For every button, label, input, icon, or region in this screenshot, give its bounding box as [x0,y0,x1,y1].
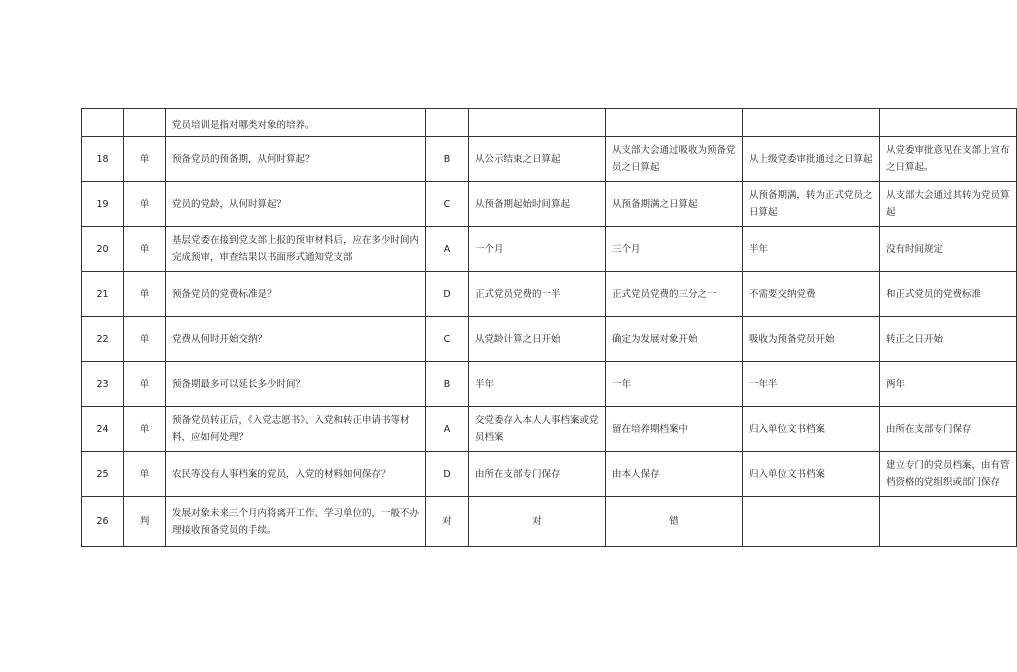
option-c [743,497,880,547]
question-type [124,109,166,137]
option-b [606,109,743,137]
question-number: 19 [82,182,124,227]
option-a: 一个月 [469,227,606,272]
option-c: 从上级党委审批通过之日算起 [743,137,880,182]
question-number: 23 [82,362,124,407]
option-b: 正式党员党费的三分之一 [606,272,743,317]
answer-key: C [426,317,469,362]
table-row [82,272,1017,317]
option-b: 确定为发展对象开始 [606,317,743,362]
table-row [82,227,1017,272]
question-text: 基层党委在接到党支部上报的预审材料后，应在多少时间内完成预审，审查结果以书面形式通知党支部 [166,227,426,272]
option-b: 三个月 [606,227,743,272]
table-row [82,182,1017,227]
question-text: 预备党员的党费标准是？ [166,272,426,317]
option-b: 从支部大会通过吸收为预备党员之日算起 [606,137,743,182]
table-row [82,497,1017,547]
option-a: 对 [469,497,606,547]
question-type: 单 [124,272,166,317]
option-d: 从党委审批意见在支部上宣布之日算起。 [880,137,1017,182]
option-d: 两年 [880,362,1017,407]
question-type: 单 [124,317,166,362]
question-number: 20 [82,227,124,272]
question-text: 党费从何时开始交纳？ [166,317,426,362]
option-b: 从预备期满之日算起 [606,182,743,227]
option-b: 一年 [606,362,743,407]
option-d: 和正式党员的党费标准 [880,272,1017,317]
option-a [469,109,606,137]
table-row [82,109,1017,137]
question-text: 农民等没有人事档案的党员，入党的材料如何保存？ [166,452,426,497]
option-c: 从预备期满，转为正式党员之日算起 [743,182,880,227]
answer-key: C [426,182,469,227]
option-a: 从党龄计算之日开始 [469,317,606,362]
question-number [82,109,124,137]
table-row [82,407,1017,452]
table-row [82,362,1017,407]
option-d: 从支部大会通过其转为党员算起 [880,182,1017,227]
option-c: 不需要交纳党费 [743,272,880,317]
question-type: 单 [124,182,166,227]
answer-key: A [426,407,469,452]
answer-key: D [426,452,469,497]
question-number: 25 [82,452,124,497]
option-c: 吸收为预备党员开始 [743,317,880,362]
option-b: 留在培养期档案中 [606,407,743,452]
question-type: 单 [124,362,166,407]
option-b: 错 [606,497,743,547]
question-type: 单 [124,137,166,182]
answer-key: 对 [426,497,469,547]
option-a: 从预备期起始时间算起 [469,182,606,227]
option-c: 归入单位文书档案 [743,407,880,452]
option-a: 交党委存入本人人事档案或党员档案 [469,407,606,452]
answer-key: B [426,137,469,182]
option-d: 没有时间规定 [880,227,1017,272]
option-a: 从公示结束之日算起 [469,137,606,182]
option-a: 半年 [469,362,606,407]
option-a: 由所在支部专门保存 [469,452,606,497]
option-c: 归入单位文书档案 [743,452,880,497]
question-number: 22 [82,317,124,362]
option-d [880,109,1017,137]
question-text: 党员的党龄，从何时算起？ [166,182,426,227]
question-text: 预备期最多可以延长多少时间？ [166,362,426,407]
question-number: 21 [82,272,124,317]
table-row [82,452,1017,497]
option-d [880,497,1017,547]
answer-key: A [426,227,469,272]
question-text: 党员培训是指对哪类对象的培养。 [166,109,426,137]
question-text: 发展对象未来三个月内将离开工作、学习单位的，一般不办理接收预备党员的手续。 [166,497,426,547]
answer-key: D [426,272,469,317]
option-a: 正式党员党费的一半 [469,272,606,317]
question-text: 预备党员转正后，《入党志愿书》、入党和转正申请书等材料，应如何处理？ [166,407,426,452]
option-b: 由本人保存 [606,452,743,497]
question-type: 单 [124,227,166,272]
question-table [81,108,1017,547]
question-type: 单 [124,452,166,497]
answer-key: B [426,362,469,407]
question-text: 预备党员的预备期，从何时算起？ [166,137,426,182]
answer-key [426,109,469,137]
table-row [82,137,1017,182]
question-number: 18 [82,137,124,182]
option-c [743,109,880,137]
option-d: 由所在支部专门保存 [880,407,1017,452]
option-c: 半年 [743,227,880,272]
question-number: 24 [82,407,124,452]
option-c: 一年半 [743,362,880,407]
option-d: 建立专门的党员档案，由有管档资格的党组织或部门保存 [880,452,1017,497]
question-type: 单 [124,407,166,452]
question-number: 26 [82,497,124,547]
question-type: 判 [124,497,166,547]
option-d: 转正之日开始 [880,317,1017,362]
table-row [82,317,1017,362]
